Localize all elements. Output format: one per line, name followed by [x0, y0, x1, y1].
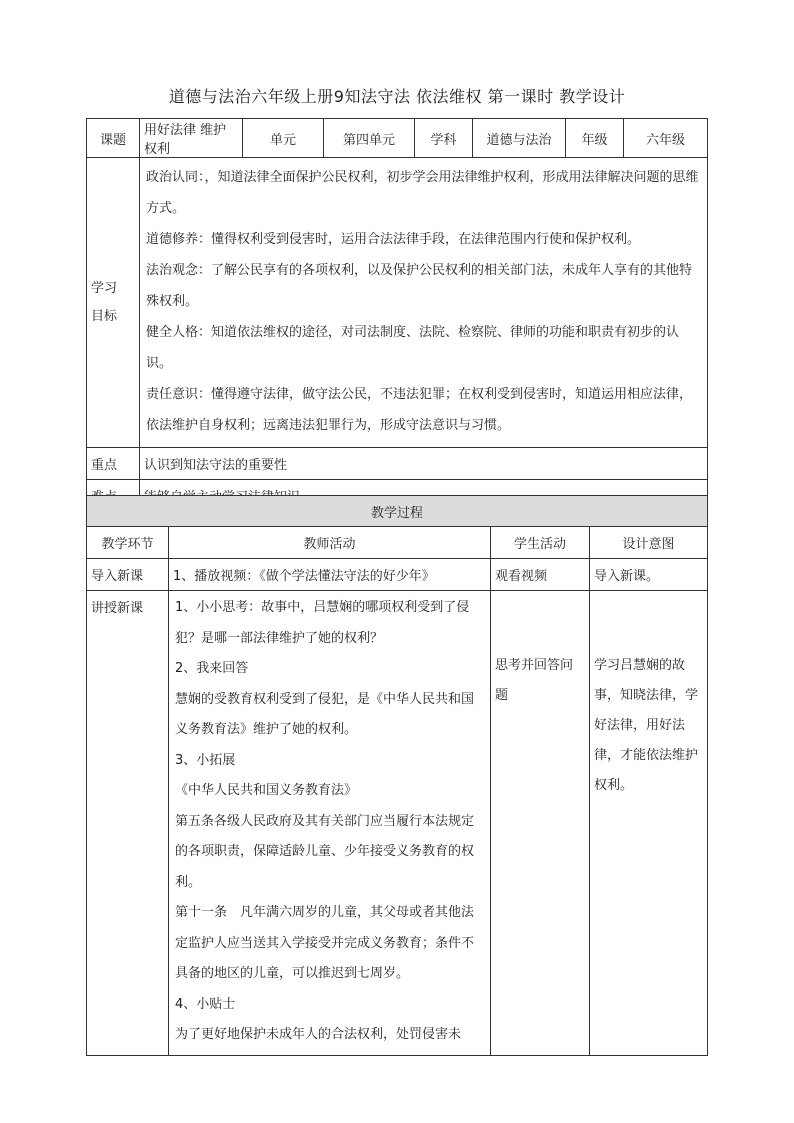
teacher-item-answer: 慧娴的受教育权利受到了侵犯，是《中华人民共和国义务教育法》维护了她的权利。: [175, 691, 475, 737]
process-column-headers: [87, 527, 708, 559]
teacher-item-article5: 第五条各级人民政府及其有关部门应当履行本法规定的各项职责，保障适龄儿童、少年接受义务教育的权利。: [175, 813, 475, 890]
teacher-item-extend-head: 3、小拓展: [175, 752, 236, 768]
col-intent: 设计意图: [590, 527, 708, 559]
goal-personality: 健全人格：知道依法维权的途径，对司法制度、法院、检察院、律师的功能和职责有初步的认识。: [146, 325, 680, 371]
key-point-value: 认识到知法守法的重要性: [140, 448, 708, 480]
info-table: [86, 118, 708, 512]
process-row-lecture: [87, 591, 708, 1056]
col-stage: 教学环节: [87, 527, 169, 559]
goals-row: [87, 158, 708, 448]
unit-label: 单元: [243, 119, 324, 158]
col-teacher: 教师活动: [169, 527, 491, 559]
page-title: 道德与法治六年级上册9知法守法 依法维权 第一课时 教学设计: [168, 87, 626, 106]
teacher-item-tips-head: 4、小贴士: [175, 996, 236, 1012]
unit-value: 第四单元: [324, 119, 415, 158]
key-point-label: 重点: [87, 448, 140, 480]
subject-value: 道德与法治: [473, 119, 566, 158]
teacher-lecture: [169, 591, 491, 1056]
teacher-item-think: 1、小小思考：故事中，吕慧娴的哪项权利受到了侵犯？是哪一部法律维护了她的权利？: [175, 600, 470, 646]
process-table: [86, 495, 708, 1056]
intent-intro: 导入新课。: [590, 559, 708, 591]
goals-label-line1: 学习: [91, 280, 118, 296]
goals-label: [87, 158, 140, 448]
grade-value: 六年级: [624, 119, 708, 158]
goal-moral: 道德修养：懂得权利受到侵害时，运用合法法律手段，在法律范围内行使和保护权利。: [146, 232, 641, 247]
teacher-item-answer-head: 2、我来回答: [175, 661, 249, 676]
goals-content: [140, 158, 708, 448]
intent-lecture: 学习吕慧娴的故事，知晓法律，学好法律，用好法律，才能依法维护权利。: [590, 591, 708, 1056]
goal-law: 法治观念：了解公民享有的各项权利，以及保护公民权利的相关部门法，未成年人享有的其他特殊权利。: [146, 263, 693, 309]
col-student: 学生活动: [491, 527, 590, 559]
grade-label: 年级: [566, 119, 624, 158]
teacher-item-article11: 第十一条 凡年满六周岁的儿童，其父母或者其他法定监护人应当送其入学接受并完成义务教育；条件不具备的地区的儿童，可以推迟到七周岁。: [175, 905, 475, 981]
key-point-row: [87, 448, 708, 480]
goals-label-line2: 目标: [91, 308, 118, 324]
stage-intro: 导入新课: [87, 559, 169, 591]
teacher-intro: 1、播放视频：《做个学法懂法守法的好少年》: [169, 559, 491, 591]
student-lecture: 思考并回答问题: [491, 591, 590, 1056]
topic-label: 课题: [87, 119, 140, 158]
process-header: 教学过程: [87, 496, 708, 527]
teacher-item-tips: 为了更好地保护未成年人的合法权利，处罚侵害未: [175, 1027, 462, 1042]
teacher-item-law-title: 《中华人民共和国义务教育法》: [175, 783, 358, 798]
student-intro: 观看视频: [491, 559, 590, 591]
stage-lecture: 讲授新课: [87, 591, 169, 1056]
info-row: [87, 119, 708, 158]
goal-political: 政治认同：，知道法律全面保护公民权利，初步学会用法律维护权利，形成用法律解决问题的思维方式。: [146, 170, 699, 216]
process-row-intro: [87, 559, 708, 591]
subject-label: 学科: [415, 119, 473, 158]
topic-value: 用好法律 维护权利: [140, 119, 243, 158]
goal-responsibility: 责任意识：懂得遵守法律，做守法公民，不违法犯罪；在权利受到侵害时，知道运用相应法律，依法维护自身权利；远离违法犯罪行为，形成守法意识与习惯。: [146, 387, 693, 433]
